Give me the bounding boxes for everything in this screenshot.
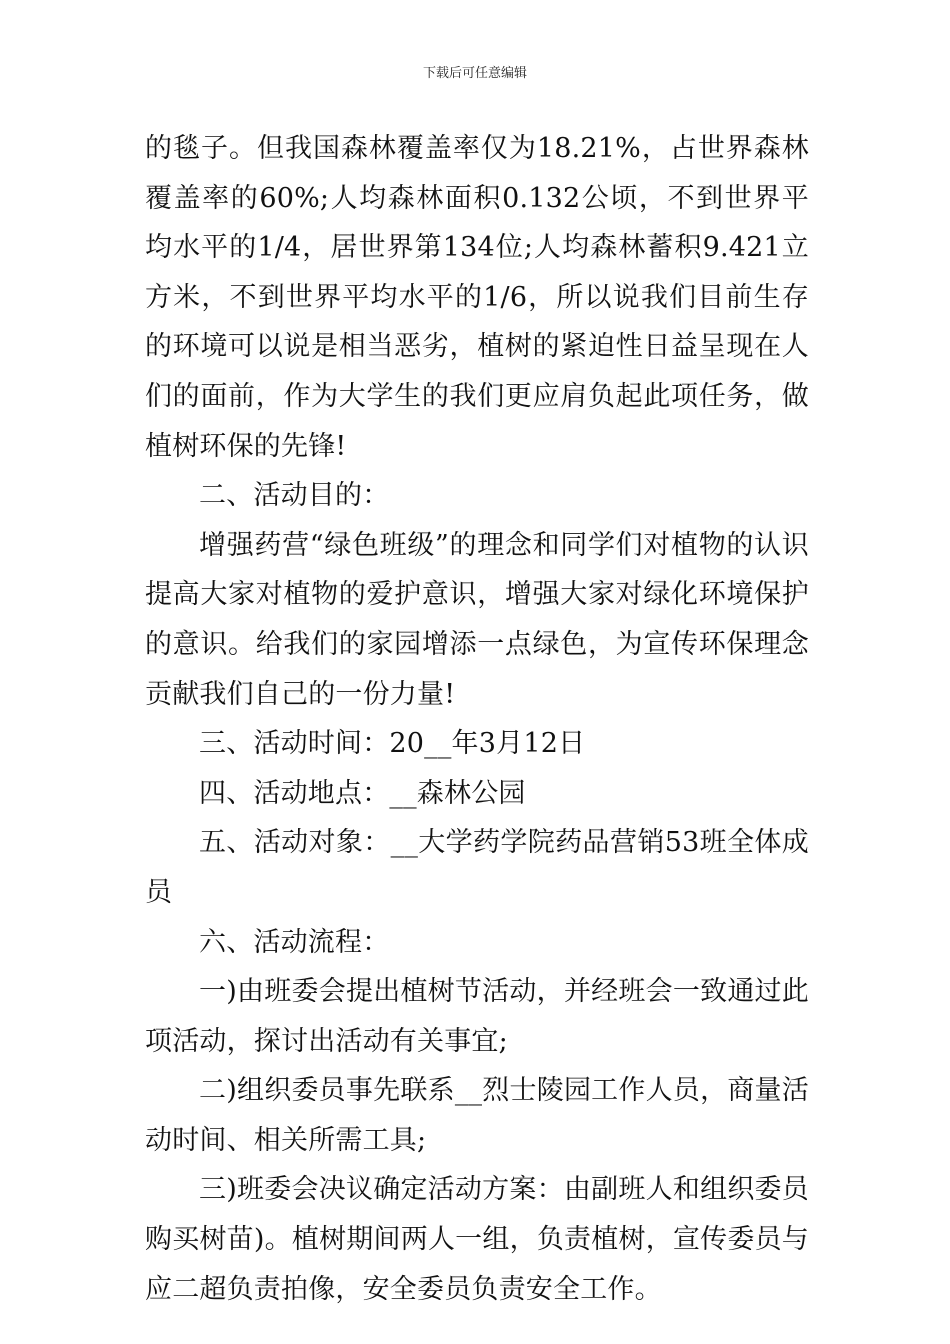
- paragraph-activity-purpose: 增强药营“绿色班级”的理念和同学们对植物的认识提高大家对植物的爱护意识，增强大家对绿化环境保护的意识。给我们的家园增添一点绿色，为宣传环保理念贡献我们自己的一份力量!: [145, 529, 809, 710]
- heading-activity-purpose: 二、活动目的：: [199, 480, 390, 512]
- paragraph-intro-continued: 的毯子。但我国森林覆盖率仅为18.21%，占世界森林覆盖率的60%;人均森林面积0.132公顷，不到世界平均水平的1/4，居世界第134位;人均森林蓄积9.421立方米，不到世界平均水平的1/6，所以说我们目前生存的环境可以说是相当恶劣，植树的紧迫性日益呈现在人们的面前，作为大学生的我们更应肩负起此项任务，做植树环保的先锋!: [145, 133, 809, 462]
- paragraph-activity-participants: 五、活动对象：__大学药学院药品营销53班全体成员: [145, 827, 809, 908]
- document-body: [145, 124, 809, 1314]
- paragraph-process-step-2: 二)组织委员事先联系__烈士陵园工作人员，商量活动时间、相关所需工具;: [145, 1075, 809, 1156]
- paragraph-activity-time: 三、活动时间：20__年3月12日: [199, 728, 586, 760]
- paragraph-activity-location: 四、活动地点：__森林公园: [199, 777, 526, 809]
- paragraph-process-step-3: 三)班委会决议确定活动方案：由副班人和组织委员购买树苗)。植树期间两人一组，负责植树，宣传委员与应二超负责拍像，安全委员负责安全工作。: [145, 1174, 809, 1305]
- heading-activity-process: 六、活动流程：: [199, 926, 390, 958]
- paragraph-process-step-1: 一)由班委会提出植树节活动，并经班会一致通过此项活动，探讨出活动有关事宜;: [145, 976, 809, 1057]
- page-header: 下载后可任意编辑: [422, 66, 527, 81]
